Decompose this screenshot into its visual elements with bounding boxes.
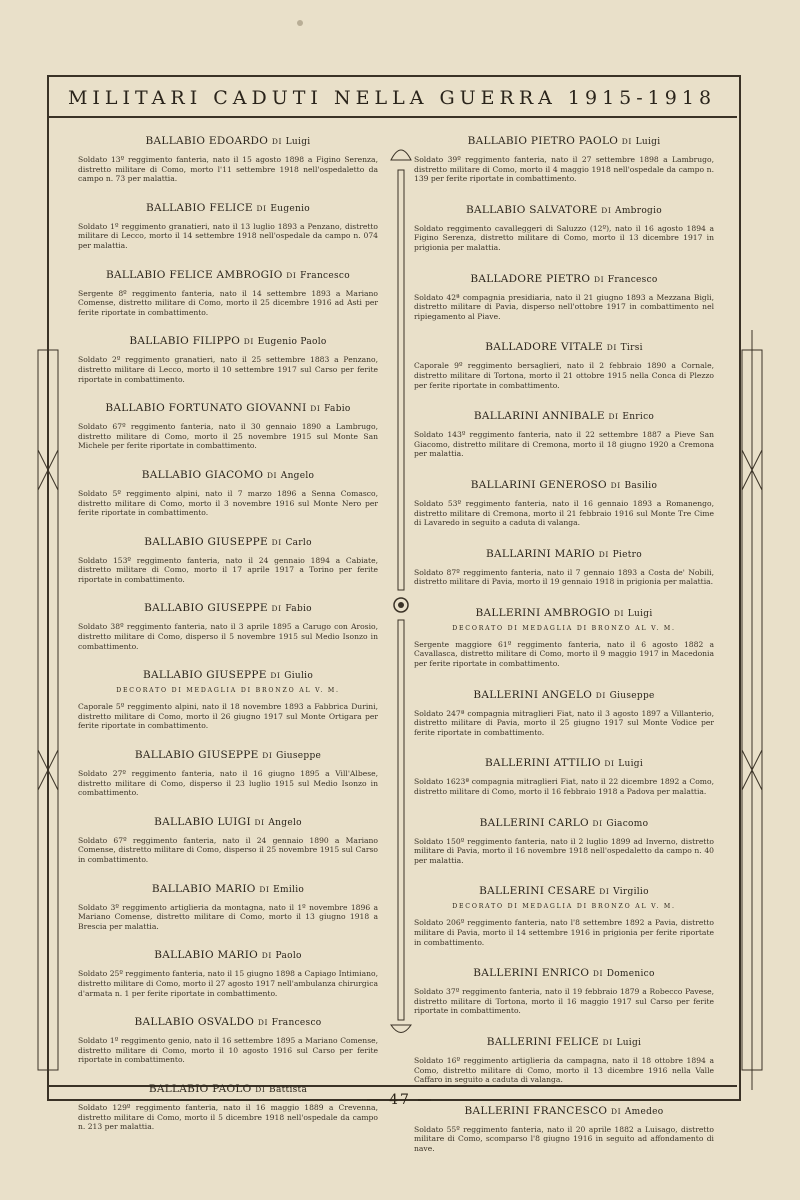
casualty-entry — [414, 341, 714, 390]
father-name: Basilio — [624, 480, 658, 491]
casualty-entry — [78, 536, 378, 585]
surname-given-name: BALLERINI AMBROGIO — [475, 606, 611, 619]
casualty-name — [78, 402, 378, 414]
service-record: Soldato 25º reggimento fanteria, nato il 15 giugno 1898 a Capiago Intimiano, distretto militare di Como, morto il 27 agosto 1917 nell'ambulanza chirurgica d'armata n. 1 per ferite riportate in combattimento. — [78, 969, 378, 998]
casualty-entry — [414, 135, 714, 184]
casualty-entry — [78, 1016, 378, 1065]
father-name: Tirsi — [620, 343, 643, 354]
surname-given-name: BALLABIO FELICE — [145, 201, 253, 214]
patronymic-prefix: DI — [608, 412, 619, 422]
patronymic-prefix: DI — [271, 537, 282, 547]
casualty-name — [414, 1036, 714, 1048]
patronymic-prefix: DI — [602, 1037, 613, 1047]
father-name: Angelo — [268, 817, 302, 828]
service-record: Soldato 53º reggimento fanteria, nato il 16 gennaio 1893 a Romanengo, distretto militare di Cremona, morto il 21 febbraio 1916 sul Monte Tre Cime di Lavaredo in seguito a caduta di valanga. — [414, 498, 714, 528]
casualty-name — [78, 335, 378, 347]
casualty-entry — [414, 967, 714, 1016]
surname-given-name: BALLERINI ATTILIO — [484, 757, 601, 770]
surname-given-name: BALLABIO LUIGI — [154, 815, 251, 828]
casualty-name — [414, 273, 714, 285]
casualty-name — [78, 135, 378, 147]
casualty-name — [78, 269, 378, 281]
casualty-entry — [78, 202, 378, 251]
service-record: Soldato 1º reggimento granatieri, nato il 13 luglio 1893 a Penzano, distretto militare di Lecco, morto il 14 settembre 1918 nell'ospedale da campo n. 074 per malattia. — [78, 221, 378, 250]
patronymic-prefix: DI — [286, 270, 297, 280]
surname-given-name: BALLABIO OSVALDO — [134, 1016, 255, 1029]
casualty-entry — [414, 1036, 714, 1085]
surname-given-name: BALLABIO PAOLO — [148, 1082, 252, 1095]
casualty-name — [414, 757, 714, 769]
surname-given-name: BALLERINI CARLO — [479, 816, 589, 829]
decoration-note: DECORATO DI MEDAGLIA DI BRONZO AL V. M. — [116, 687, 340, 695]
casualty-entry — [78, 269, 378, 318]
casualty-name — [414, 341, 714, 353]
service-record: Soldato 247ª compagnia mitraglieri Fiat, nato il 3 agosto 1897 a Villanterio, distretto militare di Pavia, morto il 25 giugno 1917 sul Monte Vodice per ferite riportate in combattimento. — [414, 708, 714, 737]
service-record: Sergente maggiore 61º reggimento fanteria, nato il 6 agosto 1882 a Cavallasca, distretto militare di Como, morto il 9 maggio 1917 in Macedonia per ferite riportate in combattimento. — [414, 639, 714, 669]
father-name: Luigi — [285, 137, 311, 147]
surname-given-name: BALLERINI CESARE — [479, 885, 596, 898]
patronymic-prefix: DI — [262, 751, 273, 761]
surname-given-name: BALLABIO GIUSEPPE — [142, 669, 267, 682]
patronymic-prefix: DI — [595, 690, 606, 700]
service-record: Soldato 42ª compagnia presidiaria, nato il 21 giugno 1893 a Mezzana Bigli, distretto militare di Pavia, disperso nell'ottobre 1917 in combattimento nel ripiegamento al Piave. — [414, 292, 714, 321]
father-name: Eugenio — [270, 203, 311, 214]
casualty-entry — [78, 402, 378, 451]
casualty-entry — [414, 817, 714, 866]
casualty-name — [78, 816, 378, 828]
service-record: Soldato 3º reggimento artiglieria da montagna, nato il 1º novembre 1896 a Mariano Comense, distretto militare di Como, morto il 13 giugno 1918 a Brescia per malattia. — [78, 902, 378, 931]
father-name: Ambrogio — [615, 205, 663, 216]
father-name: Luigi — [616, 1037, 642, 1048]
patronymic-prefix: DI — [610, 1106, 622, 1116]
surname-given-name: BALLADORE VITALE — [485, 341, 604, 354]
patronymic-prefix: DI — [271, 604, 282, 614]
casualty-entry — [414, 548, 714, 587]
father-name: Giuseppe — [609, 690, 655, 701]
casualty-entry — [414, 885, 714, 947]
casualty-entry — [78, 669, 378, 731]
surname-given-name: BALLABIO MARIO — [154, 949, 259, 962]
surname-given-name: BALLABIO GIUSEPPE — [144, 602, 268, 615]
patronymic-prefix: DI — [271, 137, 283, 146]
father-name: Giuseppe — [276, 751, 322, 762]
patronymic-prefix: DI — [598, 549, 609, 559]
surname-given-name: BALLERINI ANGELO — [473, 688, 593, 701]
surname-given-name: BALLABIO SALVATORE — [465, 203, 598, 216]
patronymic-prefix: DI — [259, 884, 270, 894]
casualty-name — [78, 202, 378, 214]
father-name: Emilio — [273, 884, 305, 895]
casualty-name — [78, 602, 378, 614]
casualty-name — [414, 967, 714, 979]
casualty-entry — [414, 410, 714, 459]
surname-given-name: BALLERINI FELICE — [486, 1035, 599, 1048]
patronymic-prefix: DI — [599, 887, 610, 897]
casualty-entry — [414, 757, 714, 796]
casualty-name — [414, 410, 714, 422]
father-name: Giulio — [284, 671, 314, 682]
casualty-name — [78, 749, 378, 761]
left-column — [78, 120, 378, 1132]
casualty-name — [78, 469, 378, 481]
casualty-entry — [414, 273, 714, 322]
service-record: Soldato 39º reggimento fanteria, nato il 27 settembre 1898 a Lambrugo, distretto militare di Como, morto il 4 maggio 1918 nell'ospedale da campo n. 139 per ferite riportate in combattimento. — [414, 155, 714, 184]
father-name: Luigi — [635, 137, 661, 147]
father-name: Francesco — [607, 274, 658, 285]
casualty-name — [414, 607, 714, 619]
center-column-ornament-icon — [389, 140, 413, 1040]
father-name: Amedeo — [624, 1106, 664, 1117]
surname-given-name: BALLADORE PIETRO — [470, 272, 591, 285]
casualty-entry — [78, 816, 378, 865]
father-name: Giacomo — [606, 818, 649, 829]
patronymic-prefix: DI — [601, 205, 612, 215]
surname-given-name: BALLABIO FORTUNATO GIOVANNI — [105, 402, 307, 415]
casualty-name — [414, 689, 714, 701]
father-name: Carlo — [285, 537, 312, 548]
service-record: Soldato 27º reggimento fanteria, nato il 16 giugno 1895 a Vill'Albese, distretto militare di Como, disperso il 23 luglio 1915 sul Medio Isonzo in combattimento. — [78, 769, 378, 798]
right-fasces-ornament-icon — [737, 330, 767, 1090]
casualty-name — [78, 949, 378, 961]
service-record: Soldato 67º reggimento fanteria, nato il 24 gennaio 1890 a Mariano Comense, distretto militare di Como, disperso il 25 novembre 1915 sul Carso in combattimento. — [78, 835, 378, 864]
father-name: Luigi — [618, 759, 644, 770]
service-record: Soldato 55º reggimento fanteria, nato il 20 aprile 1882 a Luisago, distretto militare di Como, scomparso l'8 giugno 1916 in seguito ad affondamento di nave. — [414, 1124, 714, 1153]
father-name: Luigi — [627, 608, 653, 619]
patronymic-prefix: DI — [270, 671, 281, 681]
surname-given-name: BALLABIO FILIPPO — [129, 335, 241, 348]
surname-given-name: BALLERINI ENRICO — [473, 967, 590, 980]
surname-given-name: BALLARINI ANNIBALE — [473, 410, 605, 423]
casualty-name — [414, 135, 714, 147]
patronymic-prefix: DI — [266, 470, 278, 480]
father-name: Eugenio Paolo — [257, 337, 327, 348]
page-title: MILITARI CADUTI NELLA GUERRA 1915-1918 — [47, 78, 737, 118]
casualty-entry — [78, 602, 378, 651]
service-record: Caporale 9º reggimento bersaglieri, nato il 2 febbraio 1890 a Cornale, distretto militare di Tortona, morto il 21 ottobre 1915 nella Conca di Plezzo per ferite riportate in combattimento. — [414, 361, 714, 390]
patronymic-prefix: DI — [604, 759, 615, 769]
service-record: Soldato 143º reggimento fanteria, nato il 22 settembre 1887 a Pieve San Giacomo, distretto militare di Cremona, morto il 18 giugno 1920 a Cremona per malattia. — [414, 430, 714, 459]
service-record: Soldato 87º reggimento fanteria, nato il 7 gennaio 1893 a Costa de' Nobili, distretto militare di Pavia, morto il 19 gennaio 1918 in prigionia per malattia. — [414, 567, 714, 587]
service-record: Soldato 2º reggimento granatieri, nato il 25 settembre 1883 a Penzano, distretto militare di Lecco, morto il 10 settembre 1917 sul Carso per ferite riportate in combattimento. — [78, 355, 378, 384]
casualty-name — [78, 669, 378, 681]
casualty-entry — [78, 883, 378, 932]
service-record: Soldato 1623ª compagnia mitraglieri Fiat, nato il 22 dicembre 1892 a Como, distretto militare di Como, morto il 16 febbraio 1918 a Padova per malattia. — [414, 777, 714, 797]
casualty-entry — [78, 949, 378, 998]
decoration-note: DECORATO DI MEDAGLIA DI BRONZO AL V. M. — [452, 903, 676, 911]
casualty-name — [78, 1016, 378, 1028]
patronymic-prefix: DI — [621, 137, 632, 146]
casualty-entry — [414, 689, 714, 738]
father-name: Paolo — [275, 951, 302, 962]
service-record: Soldato 5º reggimento alpini, nato il 7 marzo 1896 a Senna Comasco, distretto militare di Como, morto il 3 novembre 1916 sul Monte Nero per ferite riportate in combattimento. — [78, 488, 378, 518]
casualty-name — [414, 479, 714, 491]
casualty-entry — [78, 135, 378, 184]
patronymic-prefix: DI — [243, 337, 254, 347]
service-record: Soldato 206º reggimento fanteria, nato l'8 settembre 1892 a Pavia, distretto militare di Pavia, morto il 14 settembre 1916 in prigionia per ferite riportate in combattimento. — [414, 918, 714, 947]
casualty-name — [414, 885, 714, 897]
casualty-entry — [414, 479, 714, 528]
surname-given-name: BALLABIO FELICE AMBROGIO — [106, 268, 283, 281]
surname-given-name: BALLABIO PIETRO PAOLO — [467, 135, 619, 147]
service-record: Sergente 8º reggimento fanteria, nato il 14 settembre 1893 a Mariano Comense, distretto militare di Como, morto il 25 dicembre 1916 ad Asti per ferite riportate in combattimento. — [78, 288, 378, 317]
service-record: Soldato 38º reggimento fanteria, nato il 3 aprile 1895 a Carugo con Arosio, distretto militare di Como, disperso il 5 novembre 1915 sul Medio Isonzo in combattimento. — [78, 622, 378, 651]
service-record: Soldato 37º reggimento fanteria, nato il 19 febbraio 1879 a Robecco Pavese, distretto militare di Tortona, morto il 16 maggio 1917 sul Carso per ferite riportate in combattimento. — [414, 987, 714, 1016]
surname-given-name: BALLARINI GENEROSO — [470, 478, 607, 491]
surname-given-name: BALLABIO GIACOMO — [141, 468, 264, 481]
patronymic-prefix: DI — [606, 343, 617, 353]
surname-given-name: BALLERINI FRANCESCO — [464, 1104, 608, 1117]
patronymic-prefix: DI — [261, 951, 272, 961]
service-record: Soldato 1º reggimento genio, nato il 16 settembre 1895 a Mariano Comense, distretto militare di Como, morto il 10 agosto 1916 sul Carso per ferite riportate in combattimento. — [78, 1036, 378, 1065]
surname-given-name: BALLABIO GIUSEPPE — [144, 535, 268, 548]
father-name: Angelo — [280, 470, 315, 481]
casualty-entry — [414, 1105, 714, 1154]
service-record: Caporale 5º reggimento alpini, nato il 18 novembre 1893 a Fabbrica Durini, distretto militare di Como, morto il 26 giugno 1917 sul Monte Ortigara per ferite riportate in combattimento. — [78, 702, 378, 731]
patronymic-prefix: DI — [610, 480, 621, 490]
patronymic-prefix: DI — [592, 969, 604, 979]
father-name: Domenico — [606, 969, 655, 980]
casualty-name — [414, 817, 714, 829]
surname-given-name: BALLABIO MARIO — [151, 882, 256, 895]
page-number: — 47 — — [366, 1092, 434, 1108]
casualty-entry — [78, 335, 378, 384]
patronymic-prefix: DI — [592, 818, 603, 828]
patronymic-prefix: DI — [613, 608, 625, 618]
surname-given-name: BALLARINI MARIO — [486, 547, 596, 560]
patronymic-prefix: DI — [257, 1018, 269, 1028]
service-record: Soldato 16º reggimento artiglieria da campagna, nato il 18 ottobre 1894 a Como, distretto militare di Como, morto il 13 dicembre 1916 nella Valle Caffaro in seguito a caduta di valanga. — [414, 1055, 714, 1085]
casualty-name — [414, 548, 714, 560]
father-name: Battista — [269, 1084, 308, 1095]
patronymic-prefix: DI — [593, 274, 605, 284]
service-record: Soldato reggimento cavalleggeri di Saluzzo (12º), nato il 16 agosto 1894 a Figino Serenza, distretto militare di Como, morto il 13 dicembre 1917 in prigionia per malattia. — [414, 223, 714, 252]
service-record: Soldato 13º reggimento fanteria, nato il 15 agosto 1898 a Figino Serenza, distretto militare di Como, morto l'11 settembre 1918 nell'ospedaletto da campo n. 73 per malattia. — [78, 155, 378, 184]
patronymic-prefix: DI — [255, 1084, 266, 1094]
father-name: Fabio — [285, 604, 312, 615]
service-record: Soldato 153º reggimento fanteria, nato il 24 gennaio 1894 a Cabiate, distretto militare di Como, morto il 17 aprile 1917 a Torino per ferite riportate in combattimento. — [78, 555, 378, 584]
right-column — [414, 120, 714, 1154]
father-name: Pietro — [612, 549, 642, 560]
casualty-name — [78, 536, 378, 548]
casualty-entry — [414, 607, 714, 669]
patronymic-prefix: DI — [310, 404, 321, 414]
father-name: Francesco — [300, 270, 350, 281]
service-record: Soldato 150º reggimento fanteria, nato il 2 luglio 1899 ad Inverno, distretto militare di Pavia, morto il 16 novembre 1918 nell'ospedaletto da campo n. 40 per malattia. — [414, 836, 714, 865]
left-fasces-ornament-icon — [33, 330, 63, 1090]
patronymic-prefix: DI — [256, 203, 267, 213]
patronymic-prefix: DI — [254, 817, 265, 827]
surname-given-name: BALLABIO EDOARDO — [145, 135, 269, 147]
paper-spot — [297, 20, 303, 26]
surname-given-name: BALLABIO GIUSEPPE — [134, 749, 259, 762]
service-record: Soldato 129º reggimento fanteria, nato il 16 maggio 1889 a Crevenna, distretto militare di Como, morto il 5 dicembre 1918 nell'ospedale da campo n. 213 per malattia. — [78, 1102, 378, 1132]
father-name: Francesco — [271, 1018, 322, 1029]
father-name: Virgilio — [613, 887, 649, 898]
casualty-name — [78, 883, 378, 895]
decoration-note: DECORATO DI MEDAGLIA DI BRONZO AL V. M. — [452, 624, 676, 632]
casualty-entry — [414, 204, 714, 253]
father-name: Fabio — [324, 404, 351, 415]
casualty-name — [414, 204, 714, 216]
casualty-entry — [78, 749, 378, 798]
service-record: Soldato 67º reggimento fanteria, nato il 30 gennaio 1890 a Lambrugo, distretto militare di Como, morto il 25 novembre 1915 sul Monte San Michele per ferite riportate in combattimento. — [78, 422, 378, 451]
casualty-entry — [78, 469, 378, 518]
father-name: Enrico — [622, 412, 655, 423]
